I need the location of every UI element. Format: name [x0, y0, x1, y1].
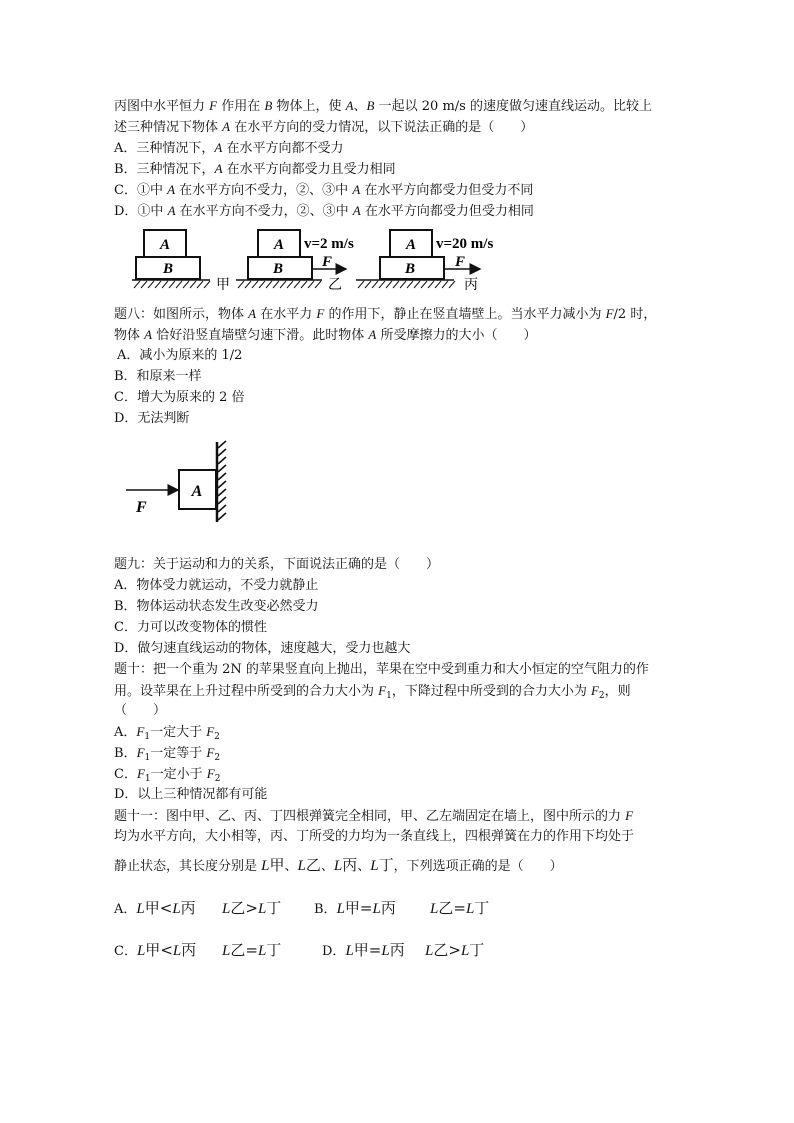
var-l: L — [372, 901, 381, 917]
var-l: L — [172, 901, 181, 917]
q11-stem-line-3 — [114, 857, 563, 875]
force-label: F — [136, 499, 147, 516]
var-l: L — [370, 858, 379, 874]
q7-stem-text: 作用在 — [217, 99, 265, 114]
q11-stem-line-2: 均为水平方向，大小相等，丙、丁所受的力均为一条直线上，四根弹簧在力的作用下均处于 — [114, 829, 635, 844]
subscript: 2 — [214, 753, 221, 763]
var-l: L — [381, 943, 390, 959]
q10-stem-line-3: （ ） — [114, 703, 167, 718]
var-f: F — [605, 306, 614, 321]
option-text: B．三种情况下， — [114, 162, 215, 177]
q9-option-c: C．力可以改变物体的惯性 — [114, 620, 267, 635]
q11-option-c-part2 — [222, 942, 281, 960]
q11-option-b-part2 — [430, 900, 489, 918]
var-a: A — [352, 203, 361, 218]
option-text: 在水平方向都受力但受力不同 — [360, 183, 534, 198]
ground-hatch — [358, 281, 455, 288]
spring-bing: 丙 — [180, 899, 196, 917]
var-l: L — [222, 943, 231, 959]
var-f2: F — [206, 766, 215, 781]
velocity-label: v=2 m/s — [304, 236, 354, 252]
equals: = — [245, 941, 258, 959]
var-a: A — [248, 306, 257, 321]
scenario-jia — [132, 230, 230, 293]
var-b: B — [264, 98, 273, 113]
option-text: 在水平方向都不受力 — [222, 141, 344, 156]
q8-stem-line-2 — [114, 327, 536, 344]
spring-jia: 甲 — [145, 941, 161, 959]
var-l: L — [172, 943, 182, 959]
q10-option-b — [114, 745, 220, 766]
spring-yi: 乙 — [433, 941, 449, 959]
q7-stem-text: 、 — [353, 99, 367, 114]
var-f1: F — [136, 766, 145, 781]
ground-hatch — [134, 281, 210, 288]
option-letter: C． — [114, 767, 137, 782]
q9-option-b: B．物体运动状态发生改变必然受力 — [114, 599, 319, 614]
var-f1: F — [136, 724, 145, 739]
q10-option-d: D．以上三种情况都有可能 — [114, 787, 268, 802]
q11-stem-text: 题十一：图中甲、乙、丙、丁四根弹簧完全相同，甲、乙左端固定在墙上，图中所示的力 — [114, 809, 626, 824]
var-l: L — [333, 858, 343, 874]
var-f1: F — [136, 745, 145, 760]
q7-blocks-figure — [130, 226, 530, 294]
subscript: 1 — [144, 753, 151, 763]
q10-option-a — [114, 724, 220, 745]
spring-ding: 丁 — [469, 941, 485, 959]
subscript: 2 — [214, 732, 220, 742]
option-text: D．①中 — [114, 204, 168, 219]
var-a: A — [345, 98, 354, 113]
var-l: L — [430, 901, 439, 917]
velocity-label: v=20 m/s — [436, 236, 494, 252]
q8-stem-text: 题八：如图所示，物体 — [114, 307, 249, 322]
var-l: L — [257, 943, 267, 959]
q8-stem-line-1 — [114, 306, 656, 323]
q11-option-d — [322, 942, 405, 960]
q9-stem: 题九：关于运动和力的关系，下面说法正确的是（ ） — [114, 557, 440, 572]
spring-jia: 甲 — [144, 899, 160, 917]
q7-option-a — [114, 140, 343, 157]
q11-option-a — [114, 900, 196, 918]
spring-bing: 丙 — [342, 856, 358, 874]
block-b-label: B — [404, 261, 416, 277]
var-b: B — [366, 98, 375, 113]
spring-bing: 丙 — [181, 941, 197, 959]
var-l: L — [425, 943, 434, 959]
var-f: F — [209, 98, 218, 113]
subscript: 1 — [144, 732, 151, 742]
q9-option-d: D．做匀速直线运动的物体，速度越大，受力也越大 — [114, 641, 411, 656]
var-l: L — [261, 858, 270, 874]
var-l: L — [465, 901, 475, 917]
var-f2: F — [206, 745, 215, 760]
q8-stem-text: 恰好沿竖直墙壁匀速下滑。此时物体 — [152, 328, 369, 343]
option-letter: C． — [114, 944, 137, 959]
q8-stem-text: /2 时， — [613, 307, 657, 322]
greater-than: > — [245, 899, 258, 917]
q7-stem-line-1 — [114, 98, 652, 115]
label-yi: 乙 — [328, 278, 342, 293]
var-a: A — [368, 327, 377, 342]
var-a: A — [222, 119, 231, 134]
force-label: F — [322, 254, 333, 270]
scenario-yi — [236, 230, 354, 293]
var-l: L — [136, 943, 146, 959]
option-letter: B． — [314, 902, 337, 917]
scenario-bing — [356, 230, 493, 293]
spring-yi: 乙 — [230, 899, 246, 917]
var-f: F — [625, 808, 634, 823]
q7-stem-line-2 — [114, 119, 533, 136]
q7-stem-text: 物体上，使 — [272, 99, 346, 114]
q11-stem-text: 静止状态，其长度分别是 — [114, 859, 262, 874]
option-letter: A． — [114, 725, 137, 740]
q7-stem-text: 述三种情况下物体 — [114, 120, 223, 135]
spring-yi: 乙 — [438, 899, 454, 917]
var-f2: F — [206, 724, 215, 739]
q8-stem-text: 所受摩擦力的大小（ ） — [376, 328, 537, 343]
spring-jia: 甲 — [344, 899, 360, 917]
q11-option-b — [314, 900, 396, 918]
option-text: 在水平方向不受力，②、③中 — [175, 204, 353, 219]
var-l: L — [460, 943, 470, 959]
block-a-label: A — [405, 237, 417, 253]
q7-stem-text: 丙图中水平恒力 — [114, 99, 210, 114]
equals: = — [368, 941, 382, 959]
ground-hatch — [238, 281, 321, 288]
q11-option-d-part2 — [425, 942, 484, 960]
option-text: 一定大于 — [150, 725, 207, 740]
q8-option-a: A．减小为原来的 1/2 — [117, 348, 243, 363]
less-than: < — [159, 899, 173, 917]
option-text: 在水平方向不受力，②、③中 — [175, 183, 353, 198]
subscript: 1 — [386, 691, 392, 701]
var-a: A — [167, 182, 176, 197]
var-f2: F — [590, 683, 599, 698]
option-letter: B． — [114, 746, 137, 761]
block-a-label: A — [273, 237, 285, 253]
q8-option-c: C．增大为原来的 2 倍 — [114, 390, 245, 405]
subscript: 2 — [214, 774, 221, 784]
q7-option-c — [114, 182, 533, 199]
var-l: L — [222, 901, 231, 917]
q10-stem-line-2 — [114, 683, 631, 704]
spring-jia: 甲 — [353, 941, 369, 959]
q8-option-d: D．无法判断 — [114, 411, 190, 426]
var-a: A — [352, 182, 361, 197]
q11-option-c — [114, 942, 196, 960]
q8-option-b: B．和原来一样 — [114, 369, 202, 384]
var-l: L — [345, 943, 354, 959]
spring-ding: 丁 — [266, 899, 282, 917]
q10-option-c — [114, 766, 220, 787]
label-bing: 丙 — [464, 278, 478, 293]
var-f: F — [316, 306, 325, 321]
spring-bing: 丙 — [389, 941, 405, 959]
q7-stem-text: 一起以 20 m/s 的速度做匀速直线运动。比较上 — [374, 99, 652, 114]
q10-stem-text: 用。设苹果在上升过程中所受到的合力大小为 — [114, 684, 379, 699]
var-a: A — [214, 161, 223, 176]
var-l: L — [297, 858, 306, 874]
spring-bing: 丙 — [380, 899, 396, 917]
block-a-label: A — [159, 237, 171, 253]
subscript: 1 — [144, 774, 151, 784]
q7-option-d — [114, 203, 534, 220]
option-text: 一定等于 — [150, 746, 207, 761]
block-a-label: A — [191, 483, 203, 500]
option-text: 在水平方向都受力但受力相同 — [360, 204, 534, 219]
less-than: < — [160, 941, 173, 959]
block-b-label: B — [162, 261, 174, 277]
q8-stem-text: 在水平力 — [256, 307, 317, 322]
spring-jia: 甲 — [269, 856, 285, 874]
option-letter: A． — [114, 902, 137, 917]
spring-ding: 丁 — [378, 856, 394, 874]
q11-stem-line-1 — [114, 808, 633, 825]
option-text: C．①中 — [114, 183, 168, 198]
q10-stem-text: ，则 — [604, 684, 631, 699]
spring-yi: 乙 — [305, 856, 321, 874]
q9-option-a: A．物体受力就运动，不受力就静止 — [114, 578, 319, 593]
subscript: 2 — [598, 691, 605, 701]
option-letter: D． — [322, 944, 346, 959]
var-a: A — [167, 203, 176, 218]
wall-hatch — [218, 441, 226, 520]
q8-stem-text: 的作用下，静止在竖直墙壁上。当水平力减小为 — [324, 307, 606, 322]
separator: 、 — [284, 859, 298, 874]
var-l: L — [257, 901, 267, 917]
q8-stem-text: 物体 — [114, 328, 145, 343]
greater-than: > — [448, 941, 461, 959]
q7-option-b — [114, 161, 396, 178]
force-label: F — [455, 254, 466, 270]
equals: = — [453, 899, 466, 917]
equals: = — [359, 899, 373, 917]
option-text: 一定小于 — [150, 767, 207, 782]
q11-option-a-part2 — [222, 900, 281, 918]
option-text: A．三种情况下， — [114, 141, 215, 156]
var-l: L — [136, 901, 145, 917]
separator: 、 — [357, 859, 371, 874]
q11-stem-text: ，下列选项正确的是（ ） — [393, 859, 563, 874]
q10-stem-text: ，下降过程中所受到的合力大小为 — [391, 684, 591, 699]
separator: 、 — [320, 859, 334, 874]
label-jia: 甲 — [216, 278, 230, 293]
var-a: A — [144, 327, 153, 342]
block-b-label: B — [272, 261, 284, 277]
var-l: L — [336, 901, 345, 917]
option-text: 在水平方向都受力且受力相同 — [222, 162, 396, 177]
q7-stem-text: 在水平方向的受力情况，以下说法正确的是（ ） — [230, 120, 534, 135]
q8-wall-figure — [120, 438, 240, 524]
spring-yi: 乙 — [230, 941, 246, 959]
var-a: A — [214, 140, 223, 155]
spring-ding: 丁 — [266, 941, 282, 959]
var-f1: F — [378, 683, 387, 698]
q10-stem-line-1: 题十：把一个重为 2N 的苹果竖直向上抛出，苹果在空中受到重力和大小恒定的空气阻力的作 — [114, 662, 649, 677]
spring-ding: 丁 — [474, 899, 490, 917]
